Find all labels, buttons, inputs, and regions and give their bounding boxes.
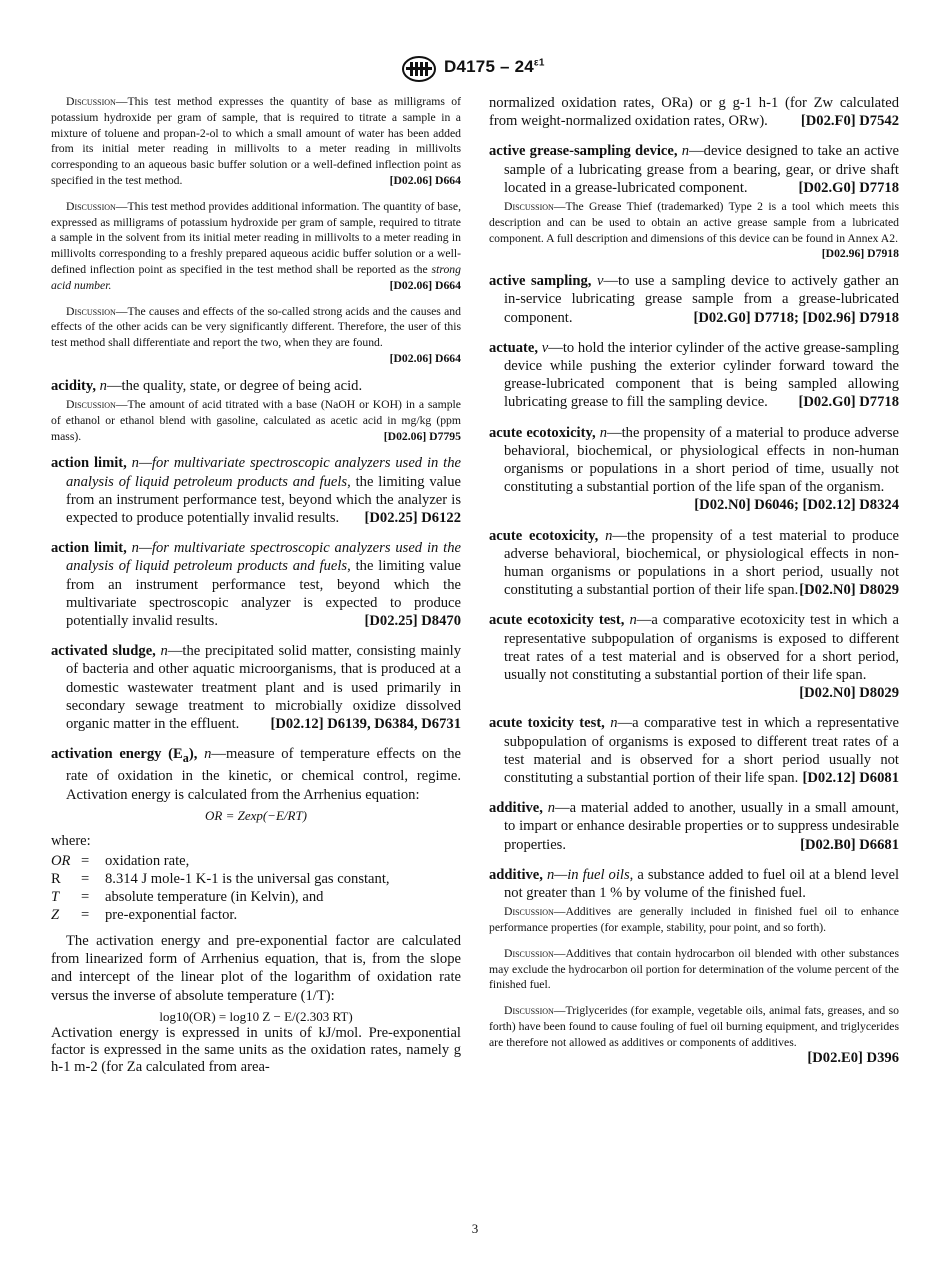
units-paragraph: Activation energy is expressed in units of kJ/mol. Pre-exponential factor is expressed in the same units as the oxidation rates, namely g h-1 m-2 (for Za calculated from area- xyxy=(51,1024,461,1075)
where-label: where: xyxy=(51,832,91,849)
discussion-note: Discussion—The Grease Thief (trademarked) Type 2 is a tool which meets this description and can be used to obtain an active grease sample from a lubricated component. A full description and dimensions of this device can be found in Annex A2. [D02.96] D7918 xyxy=(489,200,899,261)
discussion-note: Discussion—The amount of acid titrated with a base (NaOH or KOH) in a sample of ethanol or ethanol blend with gasoline, calculated as acetic acid in mg/kg (ppm mass). [D02.06] D7795 xyxy=(51,397,461,443)
variable-list xyxy=(51,852,461,924)
page-header xyxy=(0,56,950,82)
body-paragraph: The activation energy and pre-exponential factor are calculated from linearized form of Arrhenius equation, that is, from the slope and intercept of the linear plot of the logarithm of oxidation rate versus the inverse of absolute temperature (1/T): xyxy=(51,932,461,1004)
term-entry-activated-sludge: activated sludge, n—the precipitated solid matter, consisting mainly of bacteria and other aquatic microorganisms, that is produced at a domestic wastewater treatment plant and is used primarily in secondary sewage treatment to microbially oxidize dissolved organic matter in the effluent. [D02.12] D6139, D6384, D6731 xyxy=(51,643,462,732)
term-entry-activation-energy: activation energy $(E_a)$, n—measure of temperature effects on the rate of oxidation in the kinetic, or chemical control, regime. Activation energy is calculated from the Arrhenius equation: xyxy=(51,746,461,803)
discussion-note: Discussion—This test method provides additional information. The quantity of base, expressed as milligrams of potassium hydroxide per gram of sample, required to titrate a sample in the solvent from its initial meter reading in millivolts to a meter reading in millivolts corresponding to a freshly prepared aqueous acidic buffer solution or a well-defined inflection point as specified in the test method shall be reported as the strong acid number. [D02.06] D664 xyxy=(51,199,461,292)
term-entry-actuate: actuate, v—to hold the interior cylinder of the active grease-sampling device while pushing the exterior cylinder forward toward the grease-lubricated component that is being sampled allowing lubricating grease to fill the sampling device. [D02.G0] D7718 xyxy=(489,339,899,411)
left-column xyxy=(51,94,461,1088)
term-entry-active-sampling: active sampling, v—to use a sampling device to actively gather an in-service lubricating grease sample from a grease-lubricated component. [D02.G0] D7718; [D02.96] D7918 xyxy=(489,273,899,326)
discussion-note: Discussion—Additives that contain hydrocarbon oil blended with other substances may exclude the hydrocarbon oil portion for determination of the volume percent of the finished fuel. xyxy=(489,946,899,992)
term-entry-action-limit: action limit, n—for multivariate spectroscopic analyzers used in the analysis of liquid petroleum products and fuels, the limiting value from an instrument performance test, beyond which the multivariate spectroscopic analyzer is expected to produce potentially invalid results. [D02.25] D8470 xyxy=(51,540,461,629)
variable-row: Z = pre-exponential factor. xyxy=(51,906,238,923)
discussion-note: Discussion—Additives are generally included in finished fuel oil to enhance performance properties (for example, stability, pour point, and so forth). xyxy=(489,905,899,935)
astm-logo-icon xyxy=(402,56,436,82)
variable-row: T = absolute temperature (in Kelvin), and xyxy=(51,888,324,905)
term-entry-action-limit: action limit, n—for multivariate spectroscopic analyzers used in the analysis of liquid petroleum products and fuels, the limiting value from an instrument performance test, beyond which the analyzer is expected to produce potentially invalid results. [D02.25] D6122 xyxy=(51,455,461,526)
discussion-note: Discussion—This test method expresses the quantity of base as milligrams of potassium hydroxide per gram of sample, that is required to titrate a sample in a mixture of toluene and propan-2-ol to which a small amount of water has been added from its initial meter reading in millivolts to a meter reading in millivolts corresponding to an aqueous basic buffer solution or a well-defined inflection point as specified in the test method. [D02.06] D664 xyxy=(51,95,461,187)
discussion-note: Discussion—Triglycerides (for example, vegetable oils, animal fats, greases, and so forth) have been found to cause fouling of fuel oil burning equipment, and triglycerides are therefore not allowed as additives or components of additives. [D02.E0] D396 xyxy=(489,1004,899,1066)
term-entry-additive-fuel-oils: additive, n—in fuel oils, a substance added to fuel oil at a blend level not greater than 1 % by volume of the finished fuel. xyxy=(489,866,900,902)
variable-row: R = 8.314 J mole-1 K-1 is the universal gas constant, xyxy=(51,870,390,887)
term-entry-additive: additive, n—a material added to another, usually in a small amount, to impart or enhance desirable properties or to suppress undesirable properties. [D02.B0] D6681 xyxy=(489,800,899,853)
right-column xyxy=(489,94,899,1076)
arrhenius-equation: OR = Zexp(−E/RT) xyxy=(204,807,308,823)
term-entry-acute-ecotoxicity: acute ecotoxicity, n—the propensity of a material to produce adverse behavioral, biochemical, or physiological effects in non-human organisms or populations in a short period of time, usually not constituting a substantial portion of the life span of the organism. [D02.N0] D6046; [D02.12] D8324 xyxy=(489,424,899,514)
variable-row: OR = oxidation rate, xyxy=(51,852,190,869)
continued-paragraph: normalized oxidation rates, ORa) or g g-1 h-1 (for Zw calculated from weight-normalized oxidation rates, ORw). [D02.F0] D7542 xyxy=(489,95,899,130)
term-entry-acute-toxicity-test: acute toxicity test, n—a comparative test in which a representative subpopulation of organisms is exposed to different treat rates of a test material and is observed for a short period usually not constituting a substantial portion of their life span. [D02.12] D6081 xyxy=(489,715,900,787)
term-entry-active-grease-sampling-device: active grease-sampling device, n—device designed to take an active sample of a lubricating grease from a bearing, gear, or drive shaft located in a grease-lubricated component. [D02.G0] D7718 xyxy=(489,143,899,196)
log-equation: log10(OR) = log10 Z − E/(2.303 RT) xyxy=(159,1008,353,1024)
term-entry-acidity: acidity, n—the quality, state, or degree of being acid. xyxy=(51,377,363,394)
document-id: $D4175 - 24^{\varepsilon 1}$ xyxy=(444,57,545,76)
page-number: 3 xyxy=(471,1221,479,1236)
discussion-note: Discussion—The causes and effects of the so-called strong acids and the causes and effects of the other acids can be very significantly different. Therefore, the user of this test method shall differentiate and report the two, when they are found. [D02.06] D664 xyxy=(51,304,461,365)
term-entry-acute-ecotoxicity-test: acute ecotoxicity test, n—a comparative ecotoxicity test in which a representative subpopulation of organisms is exposed to different treat rates of a test material and is observed for a short period, usually not constituting a substantial portion of their life span. [D02.N0] D8029 xyxy=(489,612,899,702)
term-entry-acute-ecotoxicity: acute ecotoxicity, n—the propensity of a test material to produce adverse behavioral, biochemical, or physiological effects in non-human organisms or populations in a short period, usually not constituting a substantial portion of their life span. [D02.N0] D8029 xyxy=(489,527,899,599)
